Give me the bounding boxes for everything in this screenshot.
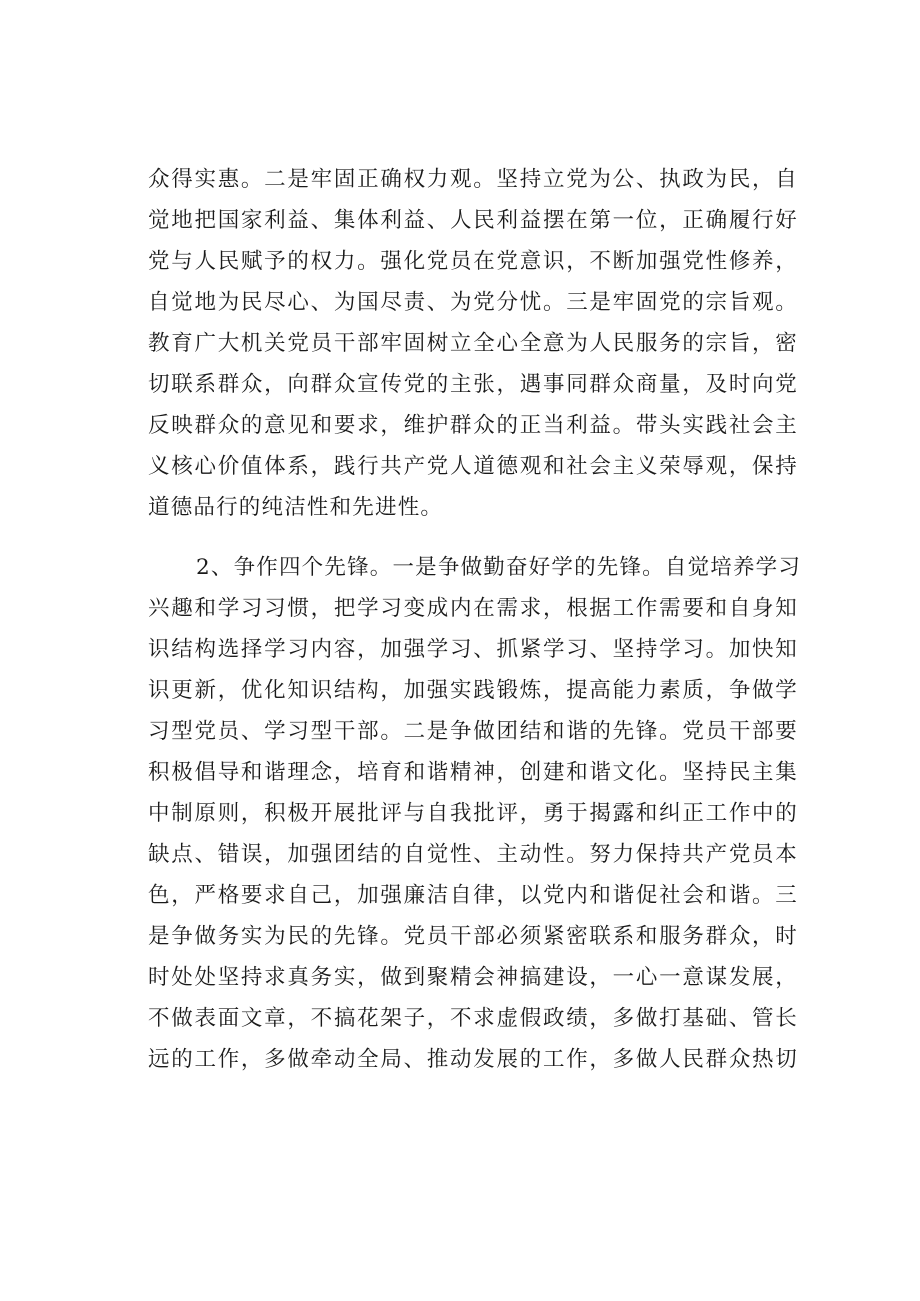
text-line: 色，严格要求自己，加强廉洁自律，以党内和谐促社会和谐。三 <box>148 883 798 908</box>
text-line: 2、争作四个先锋。一是争做勤奋好学的先锋。自觉培养学习 <box>196 555 802 580</box>
text-line: 反映群众的意见和要求，维护群众的正当利益。带头实践社会主 <box>148 413 798 438</box>
text-line: 识更新，优化知识结构，加强实践锻炼，提高能力素质，争做学 <box>148 678 798 703</box>
text-line: 自觉地为民尽心、为国尽责、为党分忧。三是牢固党的宗旨观。 <box>148 290 798 315</box>
text-line: 识结构选择学习内容，加强学习、抓紧学习、坚持学习。加快知 <box>148 637 798 662</box>
text-line: 中制原则，积极开展批评与自我批评，勇于揭露和纠正工作中的 <box>148 801 798 826</box>
text-line: 缺点、错误，加强团结的自觉性、主动性。努力保持共产党员本 <box>148 842 798 867</box>
text-line: 道德品行的纯洁性和先进性。 <box>148 495 444 520</box>
text-line: 时处处坚持求真务实，做到聚精会神搞建设，一心一意谋发展， <box>148 965 798 990</box>
text-line: 习型党员、学习型干部。二是争做团结和谐的先锋。党员干部要 <box>148 719 798 744</box>
text-line: 党与人民赋予的权力。强化党员在党意识，不断加强党性修养， <box>148 249 798 274</box>
text-line: 觉地把国家利益、集体利益、人民利益摆在第一位，正确履行好 <box>148 208 798 233</box>
text-line: 远的工作，多做牵动全局、推动发展的工作，多做人民群众热切 <box>148 1047 798 1072</box>
text-line: 义核心价值体系，践行共产党人道德观和社会主义荣辱观，保持 <box>148 454 798 479</box>
text-line: 众得实惠。二是牢固正确权力观。坚持立党为公、执政为民，自 <box>148 167 798 192</box>
text-line: 积极倡导和谐理念，培育和谐精神，创建和谐文化。坚持民主集 <box>148 760 798 785</box>
text-line: 兴趣和学习习惯，把学习变成内在需求，根据工作需要和自身知 <box>148 596 798 621</box>
text-line: 是争做务实为民的先锋。党员干部必须紧密联系和服务群众，时 <box>148 924 798 949</box>
text-line: 教育广大机关党员干部牢固树立全心全意为人民服务的宗旨，密 <box>148 331 798 356</box>
text-line: 不做表面文章，不搞花架子，不求虚假政绩，多做打基础、管长 <box>148 1006 798 1031</box>
text-line: 切联系群众，向群众宣传党的主张，遇事同群众商量，及时向党 <box>148 372 798 397</box>
